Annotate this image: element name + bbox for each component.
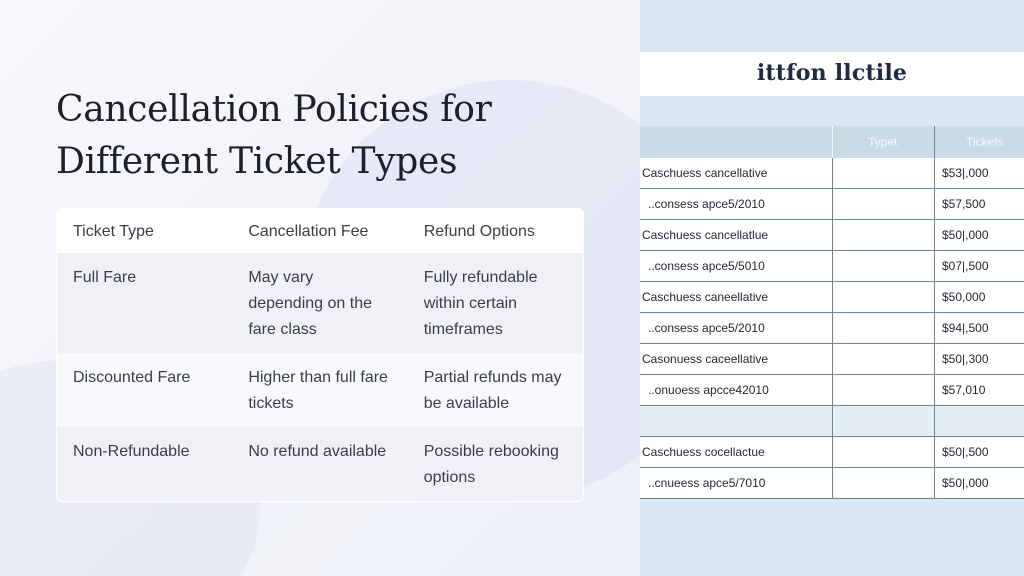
- column-divider: [934, 158, 935, 188]
- column-divider: [832, 437, 833, 467]
- column-divider: [832, 189, 833, 219]
- slide-title: Cancellation Policies for Different Ticket Types: [56, 89, 492, 182]
- sheet-row: [640, 437, 1024, 468]
- column-divider: [832, 126, 833, 158]
- table-row: [57, 353, 584, 427]
- sheet-row: [640, 189, 1024, 220]
- sheet-cell-label: ..consess apce5/5010: [648, 259, 765, 273]
- sheet-cell-label: ..consess apce5/2010: [648, 197, 765, 211]
- spreadsheet-image: [640, 0, 1024, 576]
- sheet-row: [640, 406, 1024, 437]
- sheet-cell-amount: $50|,000: [942, 228, 989, 242]
- table-row: [57, 427, 584, 502]
- sheet-cell-amount: $94|,500: [942, 321, 989, 335]
- column-divider: [832, 468, 833, 498]
- table-cell: Non-Refundable: [73, 443, 190, 460]
- column-divider: [832, 375, 833, 405]
- header-ticket-type: Ticket Type: [73, 223, 154, 240]
- table-cell: Partial refunds may be available: [423, 369, 562, 412]
- sheet-cell-amount: $53|,000: [942, 166, 989, 180]
- column-divider: [832, 313, 833, 343]
- column-divider: [934, 220, 935, 250]
- header-refund-options: Refund Options: [423, 223, 535, 240]
- table-cell: Fully refundable within certain timeframes: [423, 269, 538, 338]
- column-divider: [934, 437, 935, 467]
- spreadsheet: [640, 126, 1024, 499]
- column-divider: [934, 344, 935, 374]
- column-divider: [832, 220, 833, 250]
- column-divider: [832, 251, 833, 281]
- column-divider: [934, 406, 935, 436]
- sheet-cell-amount: $57,010: [942, 383, 986, 397]
- sheet-body: [640, 158, 1024, 499]
- brand-logo: ittfon llctile: [756, 60, 908, 86]
- header-cancellation-fee: Cancellation Fee: [248, 223, 369, 240]
- sheet-cell-label: ..consess apce5/2010: [648, 321, 765, 335]
- table-cell: No refund available: [248, 443, 387, 460]
- sheet-cell-label: Casonuess caceellative: [642, 352, 769, 366]
- sheet-cell-label: Caschuess cancellatlue: [642, 228, 769, 242]
- table-cell: Discounted Fare: [73, 369, 191, 386]
- table-cell: May vary depending on the fare class: [248, 269, 372, 338]
- sheet-row: [640, 313, 1024, 344]
- table-cell: Higher than full fare tickets: [248, 369, 388, 412]
- column-divider: [934, 126, 935, 158]
- sheet-cell-label: Caschuess cocellactue: [642, 445, 765, 459]
- sheet-cell-amount: $57,500: [942, 197, 986, 211]
- sheet-cell-label: ..cnueess apce5/7010: [648, 476, 766, 490]
- sheet-row: [640, 158, 1024, 189]
- sheet-header-typet: Typet: [868, 135, 898, 149]
- sheet-cell-amount: $50,000: [942, 290, 986, 304]
- column-divider: [934, 282, 935, 312]
- column-divider: [832, 406, 833, 436]
- column-divider: [934, 251, 935, 281]
- sheet-row: [640, 220, 1024, 251]
- table-row: [57, 253, 584, 353]
- column-divider: [934, 189, 935, 219]
- sheet-cell-label: ..onuoess apcce42010: [648, 383, 769, 397]
- sheet-row: [640, 375, 1024, 406]
- column-divider: [832, 282, 833, 312]
- sheet-row: [640, 251, 1024, 282]
- table-header-row: [57, 209, 584, 254]
- sheet-cell-amount: $50|,300: [942, 352, 989, 366]
- sheet-cell-label: Caschuess cancellative: [642, 166, 768, 180]
- sheet-header-tickets: Tickets: [966, 135, 1004, 149]
- sheet-cell-amount: $50|,000: [942, 476, 989, 490]
- sheet-cell-amount: $50|,500: [942, 445, 989, 459]
- sheet-row: [640, 344, 1024, 375]
- column-divider: [934, 313, 935, 343]
- column-divider: [832, 344, 833, 374]
- column-divider: [934, 375, 935, 405]
- table-cell: Possible rebooking options: [423, 443, 559, 486]
- sheet-header-row: [640, 126, 1024, 158]
- sheet-cell-label: Caschuess caneellative: [642, 290, 769, 304]
- sheet-row: [640, 282, 1024, 313]
- table-cell: Full Fare: [73, 269, 137, 286]
- sheet-cell-amount: $07|,500: [942, 259, 989, 273]
- column-divider: [934, 468, 935, 498]
- policy-table: [56, 208, 584, 502]
- logo-bar: [640, 52, 1024, 96]
- sheet-row: [640, 468, 1024, 499]
- column-divider: [832, 158, 833, 188]
